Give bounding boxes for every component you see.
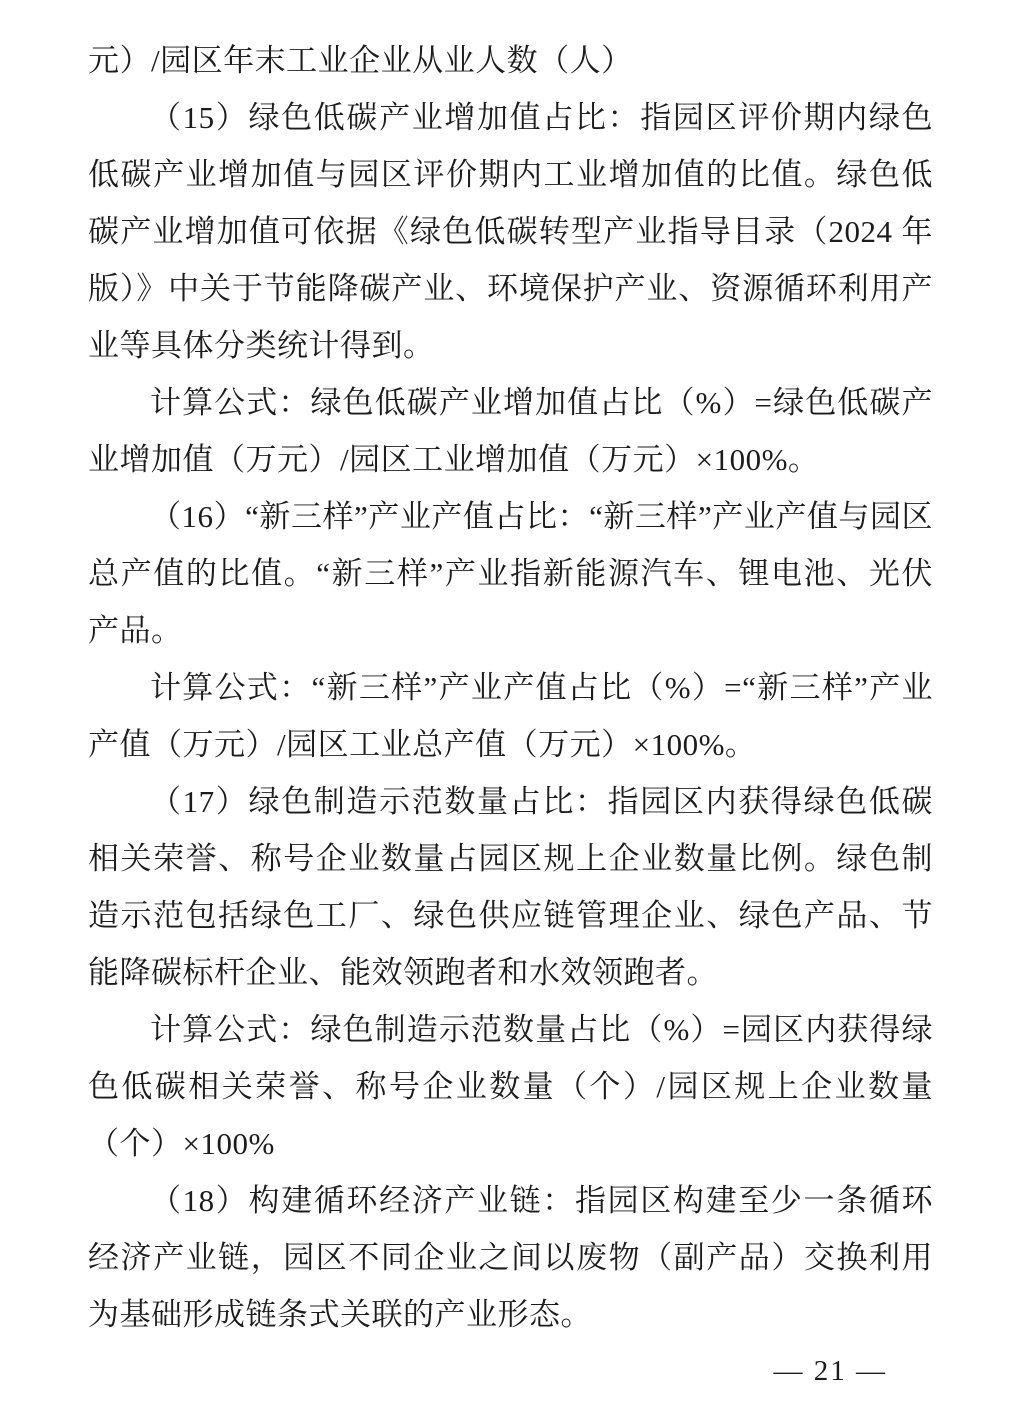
item-16-definition: （16）“新三样”产业产值占比：“新三样”产业产值与园区总产值的比值。“新三样”产业指新能源汽车、锂电池、光伏产品。 — [88, 499, 933, 648]
item-15-definition: （15）绿色低碳产业增加值占比：指园区评价期内绿色低碳产业增加值与园区评价期内工业增加值的比值。绿色低碳产业增加值可依据《绿色低碳转型产业指导目录（2024 年版）》中关于节能降碳产业、环境保护产业、资源循环利用产业等具体分类统计得到。 — [88, 100, 933, 363]
item-17-formula: 计算公式：绿色制造示范数量占比（%）=园区内获得绿色低碳相关荣誉、称号企业数量（个）/园区规上企业数量（个）×100% — [88, 1012, 933, 1161]
item-16-formula: 计算公式：“新三样”产业产值占比（%）=“新三样”产业产值（万元）/园区工业总产值（万元）×100%。 — [88, 670, 933, 762]
document-text-block — [88, 32, 933, 1343]
item-18-definition: （18）构建循环经济产业链：指园区构建至少一条循环经济产业链，园区不同企业之间以废物（副产品）交换利用为基础形成链条式关联的产业形态。 — [88, 1183, 933, 1332]
item-15-formula: 计算公式：绿色低碳产业增加值占比（%）=绿色低碳产业增加值（万元）/园区工业增加值（万元）×100%。 — [88, 385, 933, 477]
page-number: — 21 — — [773, 1355, 887, 1387]
continued-paragraph: 元）/园区年末工业企业从业人数（人） — [88, 43, 633, 78]
item-17-definition: （17）绿色制造示范数量占比：指园区内获得绿色低碳相关荣誉、称号企业数量占园区规上企业数量比例。绿色制造示范包括绿色工厂、绿色供应链管理企业、绿色产品、节能降碳标杆企业、能效领跑者和水效领跑者。 — [88, 784, 933, 990]
page-body — [88, 32, 933, 1400]
